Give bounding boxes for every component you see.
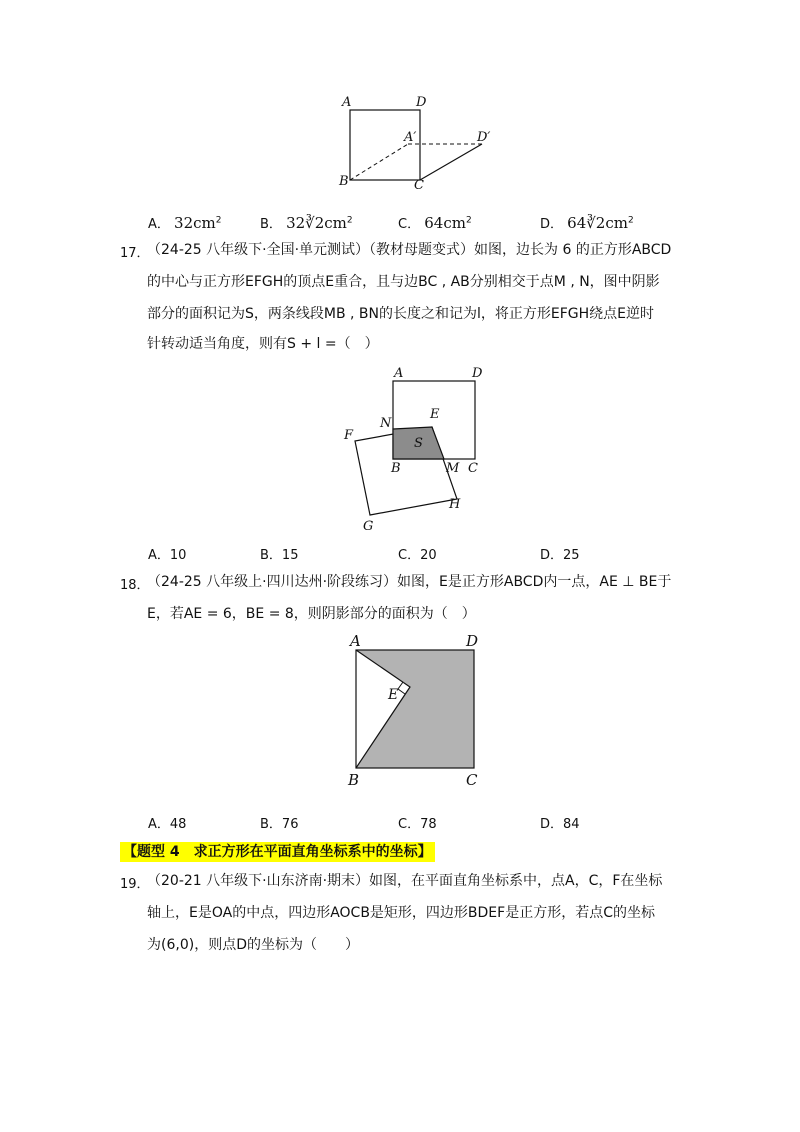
- dashed-line-ba1: [350, 144, 408, 180]
- q17-text-line-3: 部分的面积记为S，两条线段MB , BN的长度之和记为l，将正方形EFGH绕点E逆时: [147, 306, 655, 322]
- label-a: A: [342, 95, 352, 110]
- q18-option-a[interactable]: A．48: [148, 817, 187, 832]
- label-c: C: [466, 771, 478, 789]
- right-angle-mark: [398, 682, 405, 694]
- label-a: A: [350, 632, 361, 650]
- q17-text-line-4: 针转动适当角度，则有S + l =（ ）: [147, 336, 379, 352]
- q18-text-line-1: （24-25 八年级上·四川达州·阶段练习）如图，E是正方形ABCD内一点，AE ⊥ BE于: [147, 574, 672, 590]
- q18-number: 18．: [120, 578, 150, 593]
- label-b: B: [339, 174, 349, 189]
- label-f: F: [344, 428, 354, 443]
- label-g: G: [363, 519, 374, 534]
- q19-text-line-1: （20-21 八年级下·山东济南·期末）如图，在平面直角坐标系中，点A，C，F在坐标: [147, 873, 663, 889]
- label-d: D: [466, 632, 479, 650]
- q18-text-line-2: E，若AE = 6，BE = 8，则阴影部分的面积为（ ）: [147, 606, 476, 622]
- label-d: D: [416, 95, 427, 110]
- q16-option-d[interactable]: D． $64∛2cm^2$: [540, 214, 634, 232]
- q18-option-b[interactable]: B．76: [260, 817, 299, 832]
- q17-text-line-2: 的中心与正方形EFGH的顶点E重合，且与边BC , AB分别相交于点M , N，图中阴影: [147, 274, 660, 290]
- q16-option-c[interactable]: C． $64cm^2$: [398, 214, 472, 232]
- label-a: A: [394, 366, 404, 381]
- label-h: H: [449, 497, 461, 512]
- q19-text-line-3: 为(6,0)，则点D的坐标为（ ）: [147, 937, 359, 953]
- q18-option-d[interactable]: D．84: [540, 817, 580, 832]
- section-heading: 【题型 4 求正方形在平面直角坐标系中的坐标】: [120, 842, 435, 862]
- label-e: E: [388, 687, 399, 703]
- square-abcd: [350, 110, 420, 180]
- label-e: E: [430, 407, 440, 422]
- label-b: B: [348, 771, 360, 789]
- label-c: C: [468, 461, 478, 476]
- q19-text-line-2: 轴上，E是OA的中点，四边形AOCB是矩形，四边形BDEF是正方形，若点C的坐标: [147, 905, 655, 921]
- q17-number: 17．: [120, 246, 150, 261]
- label-s: S: [414, 436, 423, 451]
- label-m: M: [446, 461, 460, 476]
- label-b: B: [391, 461, 401, 476]
- label-n: N: [380, 416, 392, 431]
- q17-option-a[interactable]: A．10: [148, 548, 187, 563]
- q17-option-d[interactable]: D．25: [540, 548, 580, 563]
- shaded-region: [356, 650, 474, 768]
- label-d-prime: D′: [477, 130, 491, 145]
- q16-option-b[interactable]: B． $32∛2cm^2$: [260, 214, 353, 232]
- figure-q16: [330, 92, 510, 197]
- q18-option-c[interactable]: C．78: [398, 817, 437, 832]
- figure-q17: [338, 360, 498, 535]
- figure-q18: [342, 632, 492, 792]
- q19-number: 19．: [120, 877, 150, 892]
- label-c: C: [414, 178, 424, 193]
- q17-option-b[interactable]: B．15: [260, 548, 299, 563]
- q17-text-line-1: （24-25 八年级下·全国·单元测试）（教材母题变式）如图，边长为 6 的正方形ABCD: [147, 242, 672, 258]
- label-d: D: [472, 366, 483, 381]
- label-a-prime: A′: [404, 130, 417, 145]
- q16-option-a[interactable]: A． $32cm^2$: [148, 214, 222, 232]
- line-d1c: [420, 144, 482, 180]
- q17-option-c[interactable]: C．20: [398, 548, 437, 563]
